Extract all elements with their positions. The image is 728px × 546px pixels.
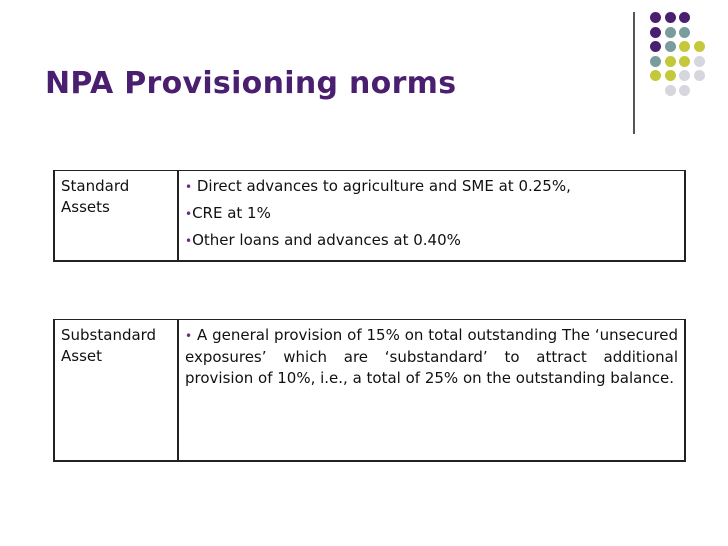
decorative-dot	[650, 27, 661, 38]
decorative-divider-line	[633, 12, 635, 134]
decorative-dot	[679, 27, 690, 38]
list-item-text: CRE at 1%	[192, 204, 271, 222]
list-item-text: Direct advances to agriculture and SME at 0.25%,	[196, 177, 571, 195]
row-content	[178, 171, 685, 262]
bullet-icon: •	[185, 180, 193, 194]
row-label-line: Standard	[61, 177, 130, 195]
decorative-dot	[694, 56, 705, 67]
decorative-dot	[650, 70, 661, 81]
substandard-asset-table	[53, 319, 686, 462]
bullet-icon: •	[185, 329, 193, 343]
decorative-dot	[650, 12, 661, 23]
decorative-dot	[694, 70, 705, 81]
list-item	[185, 176, 678, 198]
decorative-dot	[679, 70, 690, 81]
standard-assets-table	[53, 170, 686, 262]
list-item	[185, 230, 678, 252]
list-item-text: Other loans and advances at 0.40%	[192, 231, 461, 249]
list-item-text: A general provision of 15% on total outstanding The ‘unsecured exposures’ which are ‘substandard’ to attract additional provision of 10%, i.e., a total of 25% on the outstanding balance.	[185, 326, 678, 387]
decorative-dot	[694, 41, 705, 52]
slide-title: NPA Provisioning norms	[45, 66, 457, 101]
decorative-dot	[679, 41, 690, 52]
row-label-line: Assets	[61, 198, 110, 216]
decorative-dot	[665, 85, 676, 96]
decorative-dot	[650, 41, 661, 52]
table-row	[54, 171, 685, 262]
bullet-icon: •	[185, 207, 193, 221]
row-label-line: Asset	[61, 347, 103, 365]
decorative-dot	[650, 56, 661, 67]
decorative-dot	[679, 12, 690, 23]
row-label-line: Substandard	[61, 326, 157, 344]
decorative-dot	[679, 56, 690, 67]
list-item	[185, 325, 678, 389]
row-content	[178, 320, 685, 462]
decorative-dot	[665, 41, 676, 52]
row-label	[54, 171, 178, 262]
table-row	[54, 320, 685, 462]
decorative-dot	[679, 85, 690, 96]
decorative-dot	[665, 12, 676, 23]
list-item	[185, 203, 678, 225]
row-label	[54, 320, 178, 462]
decorative-dot	[665, 70, 676, 81]
bullet-icon: •	[185, 234, 193, 248]
decorative-dot	[665, 56, 676, 67]
decorative-dot	[665, 27, 676, 38]
